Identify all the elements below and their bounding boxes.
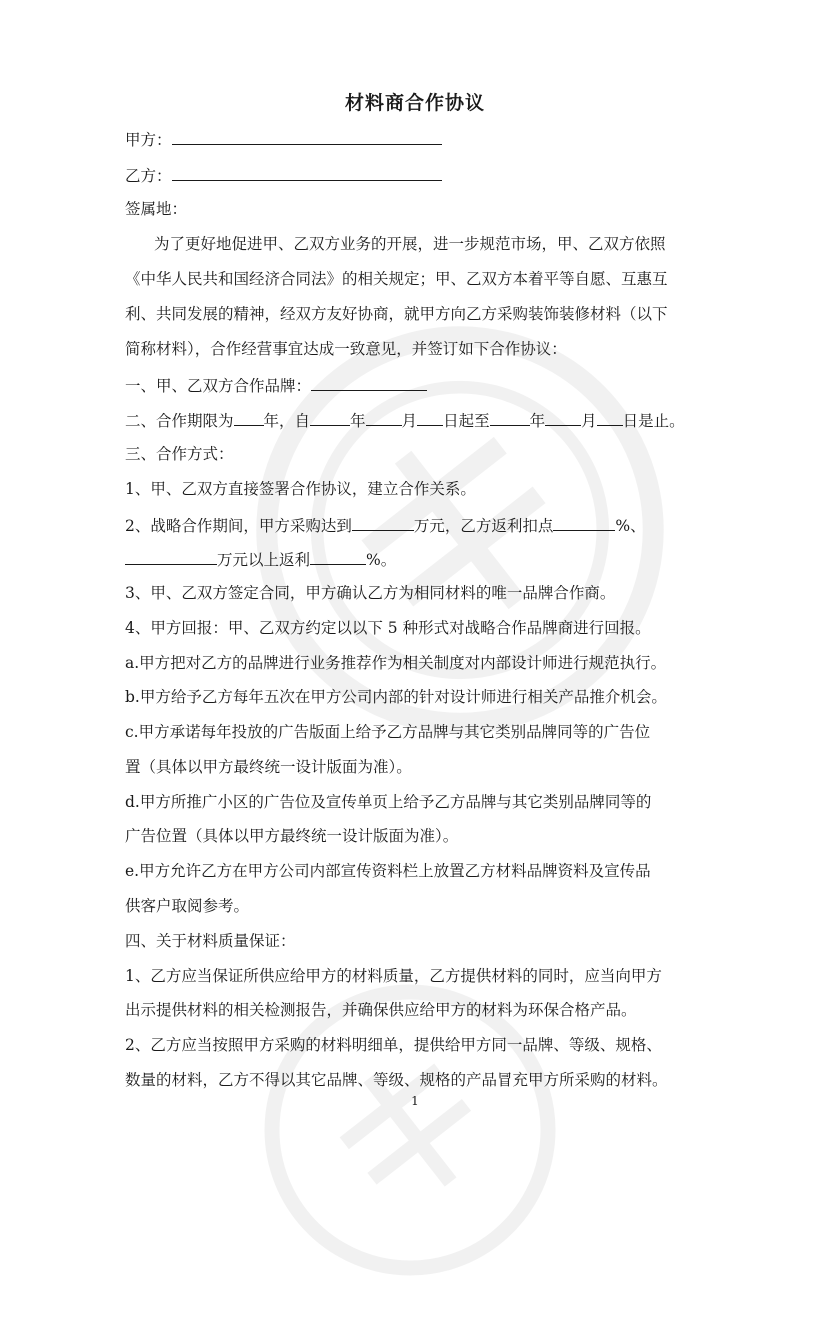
rebate-text: 2、战略合作期间，甲方采购达到 (125, 517, 352, 535)
item-d: 广告位置（具体以甲方最终统一设计版面为准）。 (125, 827, 459, 845)
term-text: 二、合作期限为 (125, 412, 234, 430)
clause-3-3: 3、甲、乙双方签定合同，甲方确认乙方为相同材料的唯一品牌合作商。 (125, 584, 616, 602)
clause-4-1: 1、乙方应当保证所供应给甲方的材料质量，乙方提供材料的同时，应当向甲方 (125, 967, 662, 985)
section-1-brand (125, 374, 427, 396)
item-e: e.甲方允许乙方在甲方公司内部宣传资料栏上放置乙方材料品牌资料及宣传品 (125, 862, 651, 880)
start-month-blank[interactable] (366, 409, 402, 426)
intro-line: 《中华人民共和国经济合同法》的相关规定；甲、乙双方本着平等自愿、互惠互 (125, 270, 668, 288)
term-text: 月 (581, 412, 597, 430)
clause-4-1: 出示提供材料的相关检测报告，并确保供应给甲方的材料为环保合格产品。 (125, 1001, 637, 1019)
intro-line: 利、共同发展的精神，经双方友好协商，就甲方向乙方采购装饰装修材料（以下 (125, 305, 668, 323)
term-text: 年 (529, 412, 546, 430)
sign-place-label: 签属地： (125, 200, 188, 218)
clause-3-2 (125, 514, 646, 536)
item-c: c.甲方承诺每年投放的广告版面上给予乙方品牌与其它类别品牌同等的广告位 (125, 723, 651, 741)
item-b: b.甲方给予乙方每年五次在甲方公司内部的针对设计师进行相关产品推介机会。 (125, 688, 667, 706)
purchase-amount-blank[interactable] (352, 514, 414, 531)
section-3-heading: 三、合作方式： (125, 445, 234, 463)
section-4-heading: 四、关于材料质量保证： (125, 932, 296, 950)
party-b-label: 乙方： (125, 167, 172, 185)
rebate-rate-blank[interactable] (553, 514, 615, 531)
page-number: 1 (411, 1094, 419, 1108)
end-year-blank[interactable] (490, 409, 530, 426)
term-text: 年 (350, 412, 366, 430)
end-day-blank[interactable] (597, 409, 623, 426)
term-text: 月 (401, 412, 418, 430)
rebate-text: %、 (615, 517, 646, 535)
rebate-text: 万元，乙方返利扣点 (413, 517, 554, 535)
item-c: 置（具体以甲方最终统一设计版面为准）。 (125, 758, 412, 776)
start-day-blank[interactable] (417, 409, 443, 426)
party-b-line (125, 164, 442, 186)
rebate-amount-blank[interactable] (125, 548, 217, 565)
end-month-blank[interactable] (545, 409, 581, 426)
intro-line: 简称材料），合作经营事宜达成一致意见，并签订如下合作协议： (125, 340, 567, 358)
party-a-blank[interactable] (172, 128, 442, 145)
section-2-term (125, 409, 685, 431)
intro-line: 为了更好地促进甲、乙双方业务的开展，进一步规范市场，甲、乙双方依照 (154, 235, 666, 253)
rebate-rate-2-blank[interactable] (310, 548, 366, 565)
party-b-blank[interactable] (172, 164, 442, 181)
term-text: 日起至 (443, 412, 490, 430)
party-a-line (125, 128, 442, 150)
clause-3-2-cont (125, 548, 396, 570)
term-text: 年，自 (263, 412, 311, 430)
item-a: a.甲方把对乙方的品牌进行业务推荐作为相关制度对内部设计师进行规范执行。 (125, 654, 667, 672)
item-e: 供客户取阅参考。 (125, 897, 250, 915)
clause-4-2: 2、乙方应当按照甲方采购的材料明细单，提供给甲方同一品牌、等级、规格、 (125, 1036, 662, 1054)
brand-blank[interactable] (311, 374, 427, 391)
section-1-label: 一、甲、乙双方合作品牌： (125, 377, 312, 395)
rebate-text: %。 (366, 551, 397, 569)
term-text: 日是止。 (622, 412, 685, 430)
term-years-blank[interactable] (234, 409, 264, 426)
rebate-text: 万元以上返利 (217, 551, 311, 569)
item-d: d.甲方所推广小区的广告位及宣传单页上给予乙方品牌与其它类别品牌同等的 (125, 793, 652, 811)
start-year-blank[interactable] (310, 409, 350, 426)
party-a-label: 甲方： (125, 131, 172, 149)
clause-3-1: 1、甲、乙双方直接签署合作协议，建立合作关系。 (125, 480, 476, 498)
clause-3-4: 4、甲方回报：甲、乙双方约定以以下 5 种形式对战略合作品牌商进行回报。 (125, 619, 651, 637)
clause-4-2: 数量的材料，乙方不得以其它品牌、等级、规格的产品冒充甲方所采购的材料。 (125, 1071, 668, 1089)
document-title: 材料商合作协议 (344, 92, 485, 114)
